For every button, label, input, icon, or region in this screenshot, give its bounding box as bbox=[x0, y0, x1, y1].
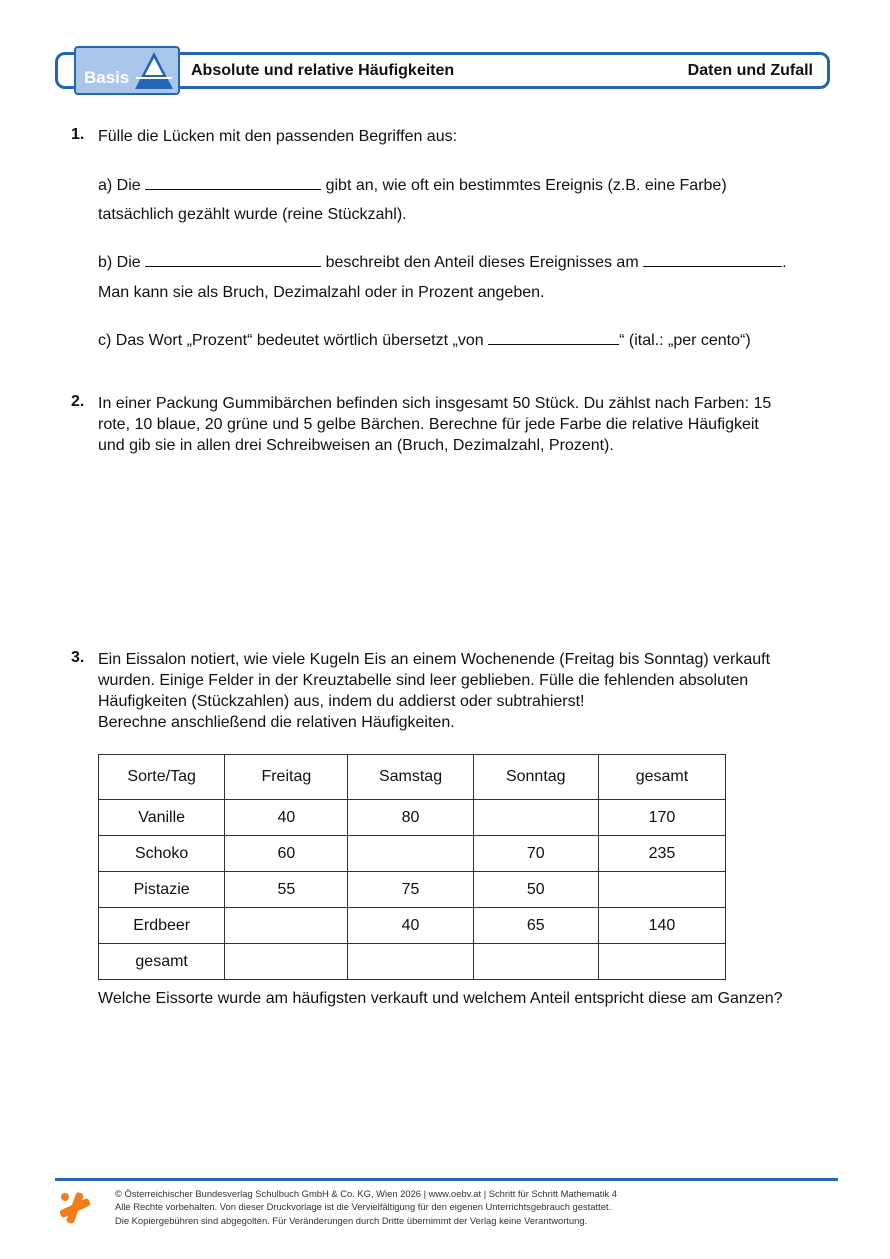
task3-line: Berechne anschließend die relativen Häufigkeiten. bbox=[98, 714, 455, 731]
task2-line: In einer Packung Gummibärchen befinden sich insgesamt 50 Stück. Du zählst nach Farben: 15 bbox=[98, 395, 772, 412]
task1-b-mid: beschreibt den Anteil dieses Ereignisses am bbox=[325, 254, 639, 271]
table-cell: Vanille bbox=[99, 800, 225, 836]
table-cell bbox=[473, 800, 598, 836]
footer-line: © Österreichischer Bundesverlag Schulbuch GmbH & Co. KG, Wien 2026 | www.oebv.at | Schritt für Schritt Mathematik 4 bbox=[115, 1188, 617, 1199]
task1-number: 1. bbox=[71, 126, 85, 143]
task3-line: Häufigkeiten (Stückzahlen) aus, indem du addierst oder subtrahierst! bbox=[98, 693, 585, 710]
task1-c-start: c) Das Wort „Prozent“ bedeutet wörtlich übersetzt „von bbox=[98, 332, 484, 349]
task2-number: 2. bbox=[71, 393, 85, 410]
table-cell: 70 bbox=[473, 836, 598, 872]
table-cell: 140 bbox=[598, 908, 725, 944]
table-cell: Erdbeer bbox=[99, 908, 225, 944]
table-row bbox=[99, 944, 726, 980]
page-topic: Daten und Zufall bbox=[687, 62, 813, 79]
table-cell bbox=[598, 944, 725, 980]
table-cell: 170 bbox=[598, 800, 725, 836]
task3-line: wurden. Einige Felder in der Kreuztabelle sind leer geblieben. Fülle die fehlenden absoluten bbox=[98, 672, 749, 689]
table-cell bbox=[225, 908, 348, 944]
gap-blank[interactable] bbox=[643, 252, 782, 267]
table-cell: 75 bbox=[348, 872, 473, 908]
table-cell: 80 bbox=[348, 800, 473, 836]
task2-line: rote, 10 blaue, 20 grüne und 5 gelbe Bärchen. Berechne für jede Farbe die relative Häufigkeit bbox=[98, 416, 759, 433]
task3-line: Ein Eissalon notiert, wie viele Kugeln Eis an einem Wochenende (Freitag bis Sonntag) verkauft bbox=[98, 651, 771, 668]
task1-b-line1 bbox=[98, 252, 787, 274]
gap-blank[interactable] bbox=[145, 175, 321, 190]
task1-a-line1 bbox=[98, 175, 727, 197]
table-cell bbox=[598, 872, 725, 908]
table-header-cell: Sorte/Tag bbox=[99, 755, 225, 800]
task1-b-line2: Man kann sie als Bruch, Dezimalzahl oder in Prozent angeben. bbox=[98, 284, 545, 301]
task1-c-end: “ (ital.: „per cento“) bbox=[619, 332, 751, 349]
footer-divider bbox=[55, 1178, 838, 1181]
table-header-row bbox=[99, 755, 726, 800]
table-cell bbox=[473, 944, 598, 980]
footer-copyright bbox=[115, 1187, 617, 1227]
table-header-cell: Sonntag bbox=[473, 755, 598, 800]
task1-intro: Fülle die Lücken mit den passenden Begriffen aus: bbox=[98, 128, 458, 145]
table-cell: 40 bbox=[225, 800, 348, 836]
task1-a-line2: tatsächlich gezählt wurde (reine Stückzahl). bbox=[98, 206, 407, 223]
task1-b-end: . bbox=[782, 254, 787, 271]
table-header-cell: Freitag bbox=[225, 755, 348, 800]
table-header-cell: gesamt bbox=[598, 755, 725, 800]
table-cell: 40 bbox=[348, 908, 473, 944]
table-row bbox=[99, 800, 726, 836]
task1-a-end: gibt an, wie oft ein bestimmtes Ereignis (z.B. eine Farbe) bbox=[325, 177, 727, 194]
task3-question: Welche Eissorte wurde am häufigsten verkauft und welchem Anteil entspricht diese am Ganzen? bbox=[98, 990, 783, 1007]
table-header-cell: Samstag bbox=[348, 755, 473, 800]
footer-line: Die Kopiergebühren sind abgegolten. Für Veränderungen durch Dritte übernimmt der Verlag keine Verantwortung. bbox=[115, 1214, 588, 1226]
table-cell bbox=[348, 836, 473, 872]
table-cell bbox=[225, 944, 348, 980]
table-cell: 65 bbox=[473, 908, 598, 944]
level-badge bbox=[74, 46, 180, 95]
table-cell: Schoko bbox=[99, 836, 225, 872]
triangle-level-icon bbox=[132, 49, 176, 93]
publisher-logo-icon bbox=[57, 1190, 93, 1226]
table-row bbox=[99, 872, 726, 908]
page-title: Absolute und relative Häufigkeiten bbox=[191, 62, 455, 79]
table-cell: 55 bbox=[225, 872, 348, 908]
table-cell: Pistazie bbox=[99, 872, 225, 908]
table-row bbox=[99, 908, 726, 944]
table-cell: gesamt bbox=[99, 944, 225, 980]
task1-a-start: a) Die bbox=[98, 177, 141, 194]
table-cell: 235 bbox=[598, 836, 725, 872]
task1-b-start: b) Die bbox=[98, 254, 141, 271]
table-cell bbox=[348, 944, 473, 980]
task3-number: 3. bbox=[71, 649, 85, 666]
table-cell: 50 bbox=[473, 872, 598, 908]
table-cell: 60 bbox=[225, 836, 348, 872]
table-row bbox=[99, 836, 726, 872]
task2-line: und gib sie in allen drei Schreibweisen an (Bruch, Dezimalzahl, Prozent). bbox=[98, 437, 614, 454]
task1-c-line bbox=[98, 330, 751, 352]
gap-blank[interactable] bbox=[488, 330, 619, 345]
badge-label: Basis bbox=[84, 68, 130, 87]
cross-table bbox=[98, 754, 726, 980]
footer-line: Alle Rechte vorbehalten. Von dieser Druckvorlage ist die Vervielfältigung für den eigenen Unterrichtsgebrauch gestattet. bbox=[115, 1201, 612, 1213]
gap-blank[interactable] bbox=[145, 252, 321, 267]
